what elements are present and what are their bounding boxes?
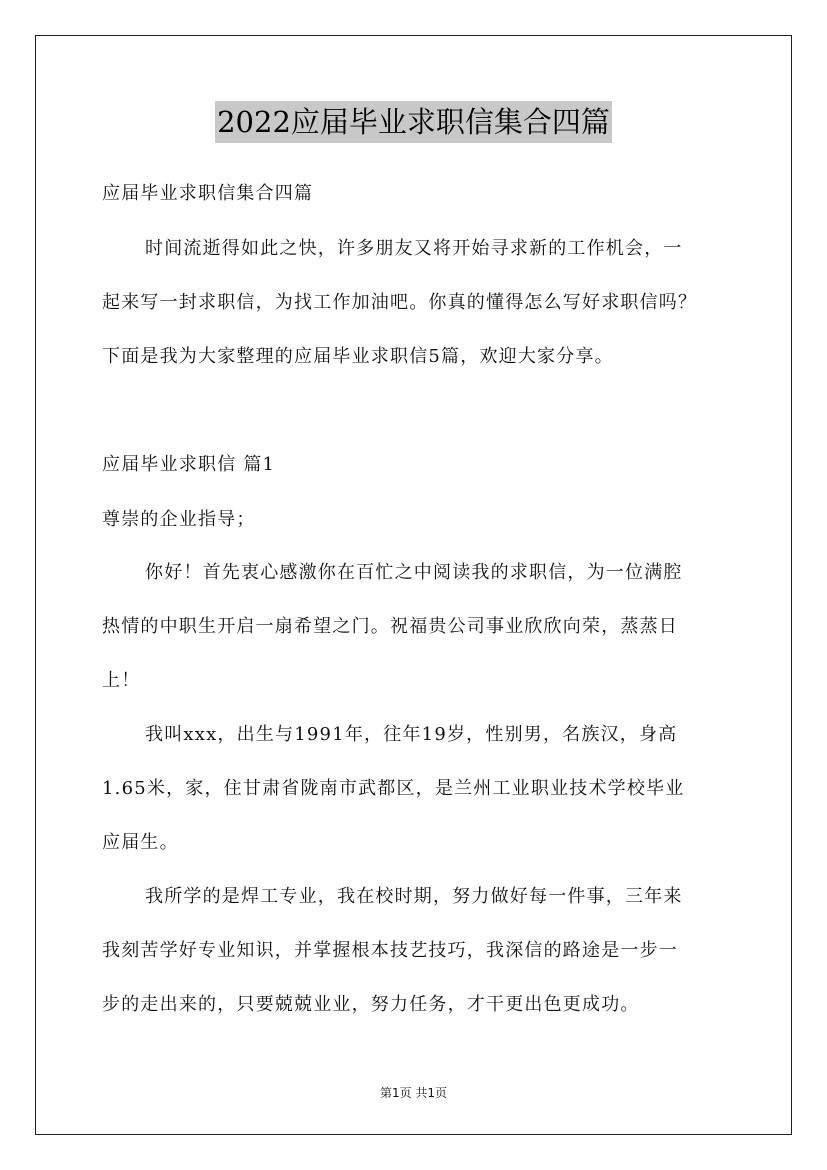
intro-line-1: 时间流逝得如此之快，许多朋友又将开始寻求新的工作机会，一 [145, 238, 683, 259]
title-container [0, 101, 827, 143]
section-heading: 应届毕业求职信 篇1 [102, 454, 276, 475]
paragraph1-line-1: 你好！首先衷心感激你在百忙之中阅读我的求职信，为一位满腔 [145, 562, 683, 583]
document-subtitle: 应届毕业求职信集合四篇 [102, 183, 314, 204]
paragraph3-line-2: 我刻苦学好专业知识，并掌握根本技艺技巧，我深信的路途是一步一 [102, 940, 678, 961]
intro-line-3: 下面是我为大家整理的应届毕业求职信5篇，欢迎大家分享。 [102, 346, 614, 367]
paragraph2-line-2: 1.65米，家，住甘肃省陇南市武都区，是兰州工业职业技术学校毕业 [102, 778, 685, 799]
page-number-footer: 第1页 共1页 [379, 1086, 448, 1100]
salutation: 尊崇的企业指导； [102, 509, 256, 530]
paragraph2-line-3: 应届生。 [102, 832, 179, 853]
paragraph3-line-1: 我所学的是焊工专业，我在校时期，努力做好每一件事，三年来 [145, 886, 683, 907]
intro-line-2: 起来写一封求职信，为找工作加油吧。你真的懂得怎么写好求职信吗？ [102, 292, 698, 313]
document-title: 2022应届毕业求职信集合四篇 [215, 101, 612, 143]
paragraph3-line-3: 步的走出来的，只要兢兢业业，努力任务，才干更出色更成功。 [102, 994, 640, 1015]
paragraph2-line-1: 我叫xxx，出生与1991年，往年19岁，性别男，名族汉，身高 [145, 724, 678, 745]
paragraph1-line-2: 热情的中职生开启一扇希望之门。祝福贵公司事业欣欣向荣，蒸蒸日 [102, 616, 678, 637]
paragraph1-line-3: 上！ [102, 670, 141, 691]
